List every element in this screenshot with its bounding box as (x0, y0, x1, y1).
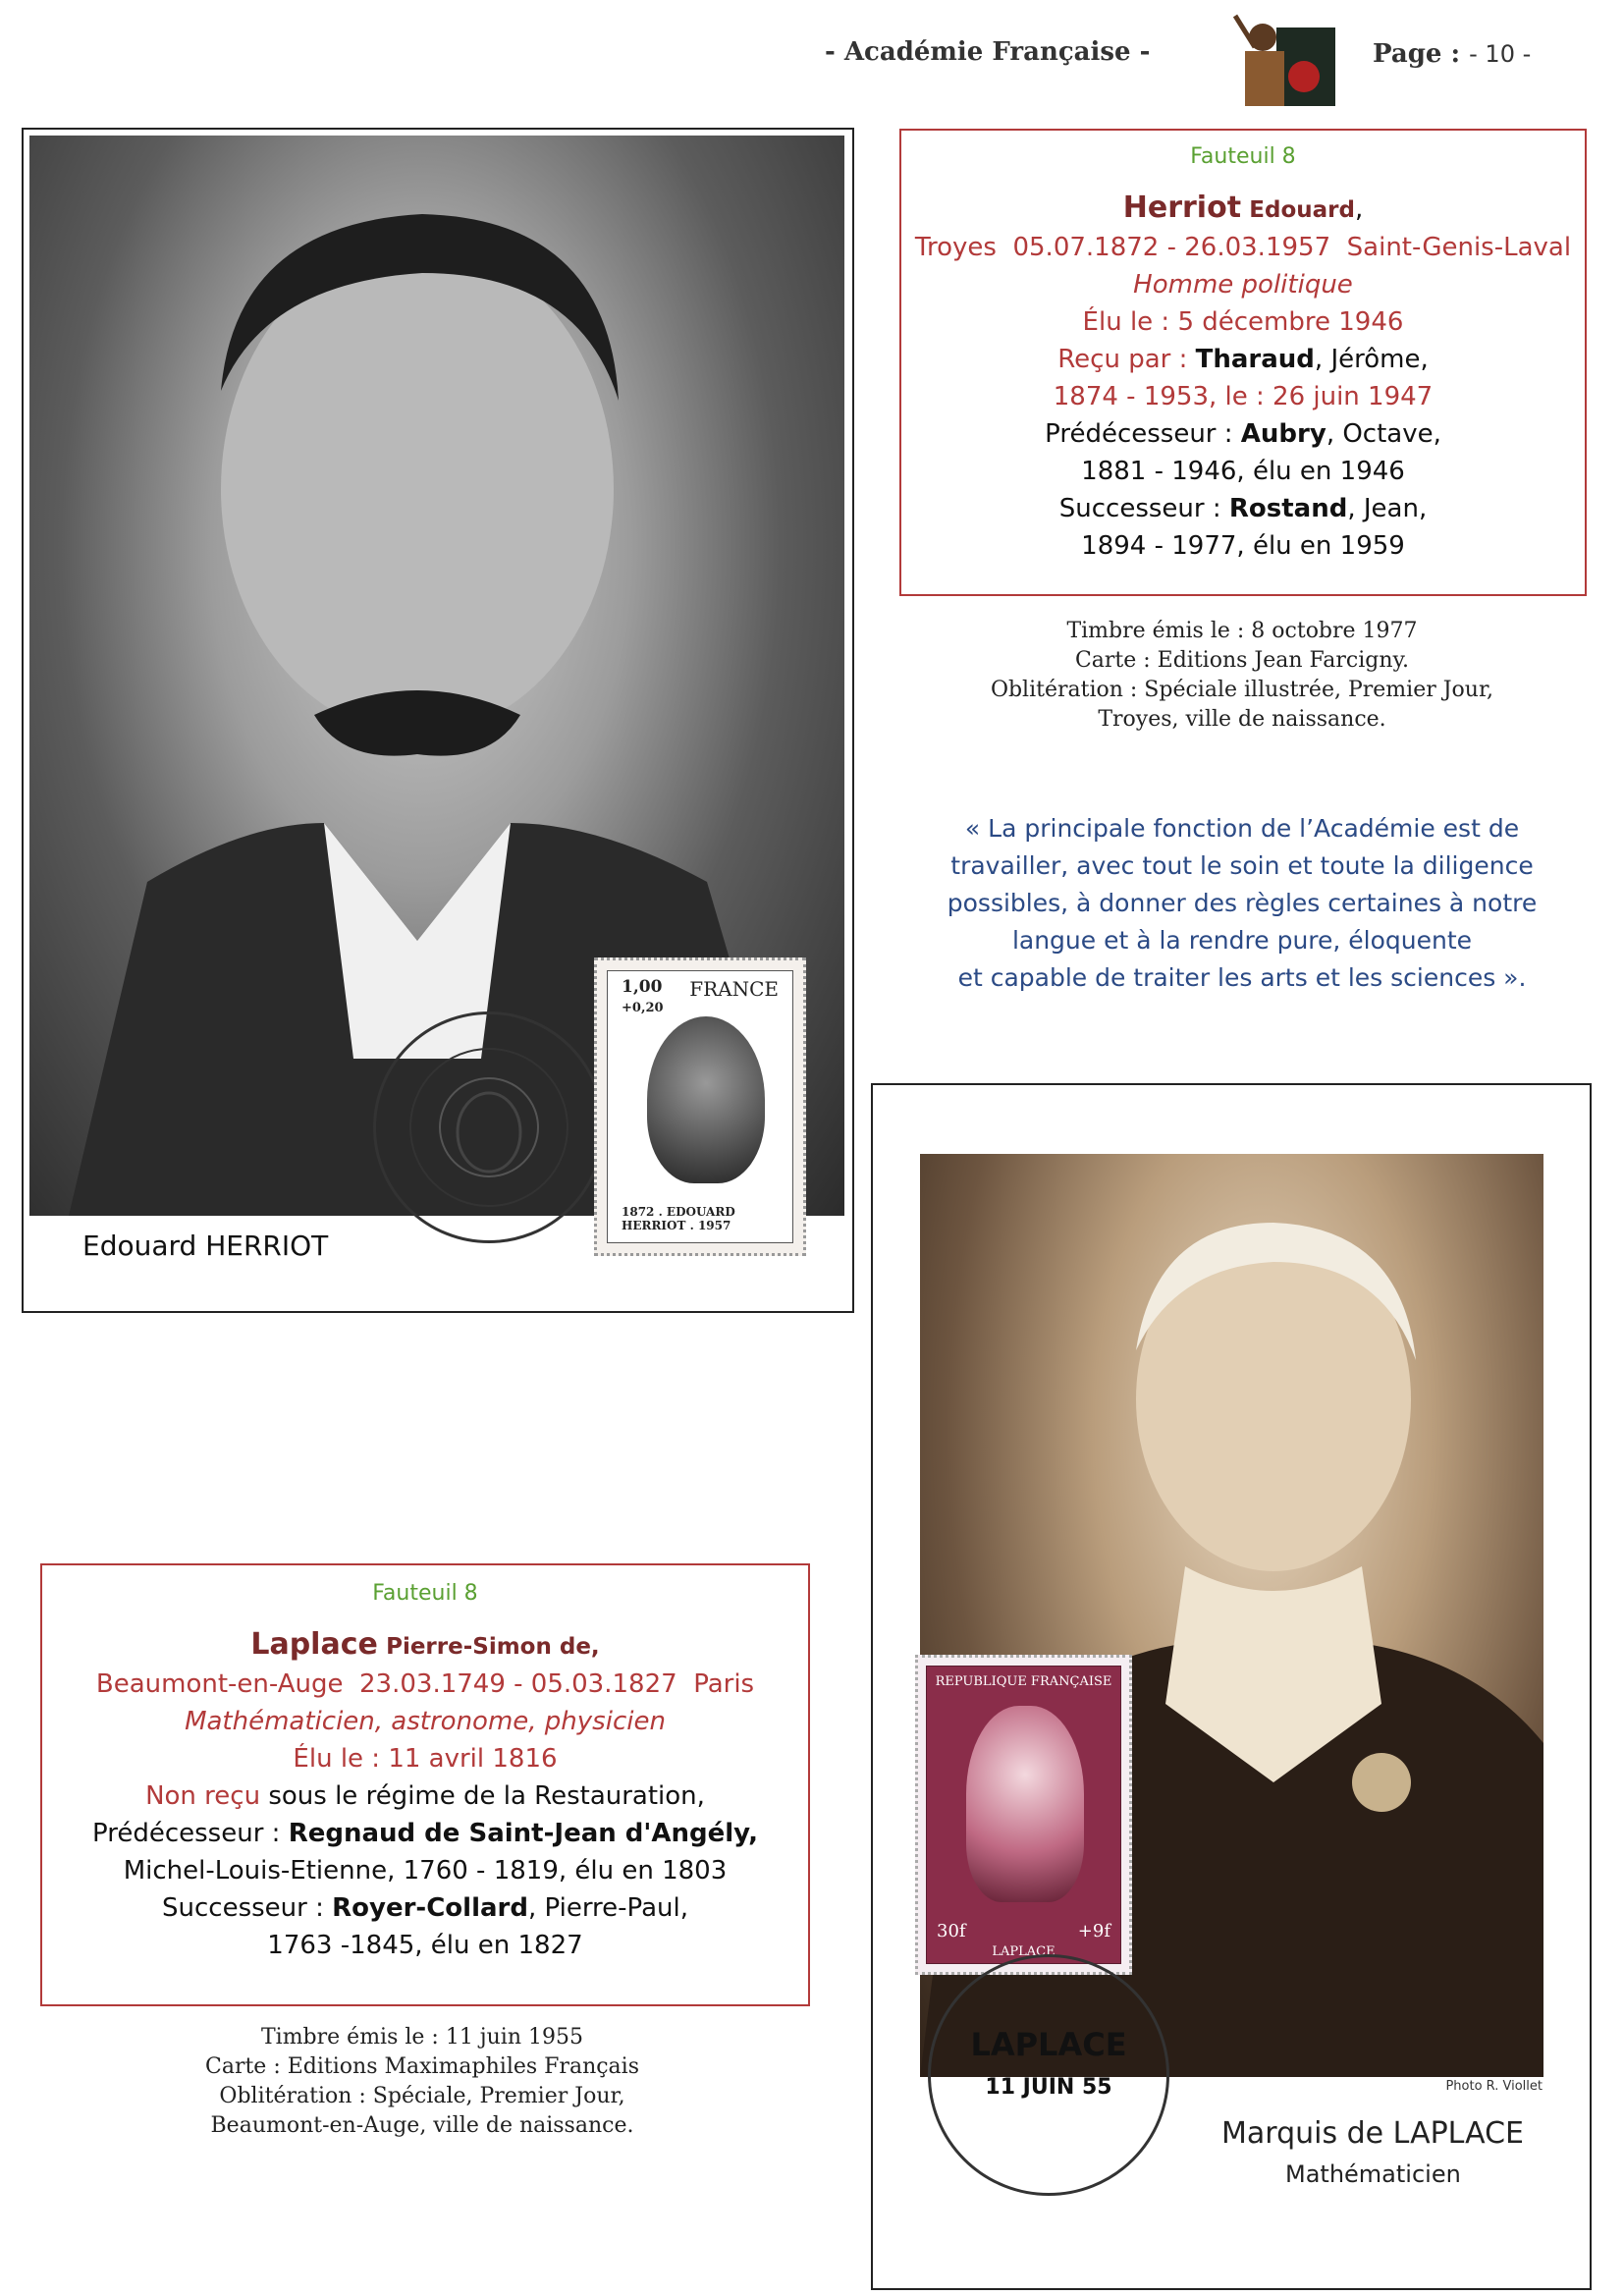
page-header-title: - Académie Française - (825, 37, 1151, 67)
stamp-legend: 1872 . EDOUARD HERRIOT . 1957 (622, 1205, 735, 1232)
laplace-card-caption: Marquis de LAPLACE (1221, 2116, 1524, 2151)
herriot-successor-dates: 1894 - 1977, élu en 1959 (1081, 531, 1405, 561)
laplace-elected: Élu le : 11 avril 1816 (293, 1744, 558, 1774)
stamp-name: LAPLACE (992, 1944, 1056, 1959)
herriot-seat: Fauteuil 8 (1190, 144, 1296, 169)
herriot-birth-death: Troyes 05.07.1872 - 26.03.1957 Saint-Genis-Laval (914, 233, 1572, 262)
laplace-stamp (915, 1655, 1132, 1975)
laplace-not-received: Non reçu sous le régime de la Restauration, (145, 1781, 705, 1811)
stamp-portrait (647, 1016, 765, 1183)
postmark-name: LAPLACE (970, 2026, 1127, 2063)
herriot-stamp-note: Timbre émis le : 8 octobre 1977 Carte : Editions Jean Farcigny. Oblitération : Spéciale illustrée, Premier Jour, Troyes, ville de naissance. (990, 619, 1494, 732)
herriot-role: Homme politique (1133, 270, 1353, 300)
herriot-predecessor: Prédécesseur : Aubry, Octave, (1045, 419, 1441, 449)
academy-logo-icon (1216, 8, 1343, 116)
laplace-successor-dates: 1763 -1845, élu en 1827 (267, 1931, 583, 1960)
postmark-date: 11 JUIN 55 (985, 2075, 1112, 2100)
laplace-predecessor-dates: Michel-Louis-Etienne, 1760 - 1819, élu en 1803 (123, 1856, 728, 1886)
stamp-portrait (966, 1706, 1084, 1902)
stamp-value: 1,00 +0,20 (622, 977, 664, 1015)
herriot-card-caption: Edouard HERRIOT (82, 1230, 329, 1262)
herriot-elected: Élu le : 5 décembre 1946 (1082, 307, 1404, 337)
page-number: Page : - 10 - (1373, 39, 1532, 69)
stamp-surtax: +9f (1077, 1921, 1110, 1941)
laplace-photo-credit: Photo R. Viollet (1445, 2079, 1543, 2094)
laplace-predecessor: Prédécesseur : Regnaud de Saint-Jean d'Angély, (92, 1819, 758, 1848)
laplace-seat: Fauteuil 8 (372, 1581, 478, 1606)
laplace-stamp-note: Timbre émis le : 11 juin 1955 Carte : Editions Maximaphiles Français Oblitération : Spéciale, Premier Jour, Beaumont-en-Auge, ville de naissance. (205, 2025, 639, 2138)
stamp-value: 30f (937, 1921, 966, 1941)
stamp-country: FRANCE (689, 977, 779, 1001)
herriot-info-box (899, 129, 1587, 596)
laplace-name: Laplace Pierre-Simon de, (250, 1627, 600, 1662)
herriot-name: Herriot Edouard, (1122, 191, 1364, 225)
laplace-card-subcaption: Mathématicien (1285, 2160, 1461, 2188)
herriot-successor: Successeur : Rostand, Jean, (1058, 494, 1428, 523)
laplace-first-day-postmark (928, 1954, 1169, 2196)
herriot-stamp (594, 957, 806, 1256)
herriot-received-by: Reçu par : Tharaud, Jérôme, (1057, 345, 1429, 374)
laplace-info-box (40, 1563, 810, 2006)
herriot-first-day-postmark (373, 1011, 605, 1243)
laplace-birth-death: Beaumont-en-Auge 23.03.1749 - 05.03.1827 Paris (95, 1669, 755, 1699)
laplace-role: Mathématicien, astronome, physicien (185, 1707, 666, 1736)
postmark-ring-icon (376, 1014, 602, 1240)
academy-quote: « La principale fonction de l’Académie est de travailler, avec tout le soin et toute la diligence possibles, à donner des règles certaines à notre langue et à la rendre pure, éloquente et capable de traiter les arts et les sciences ». (947, 814, 1538, 992)
laplace-successor: Successeur : Royer-Collard, Pierre-Paul, (162, 1893, 688, 1923)
herriot-received-date: 1874 - 1953, le : 26 juin 1947 (1053, 382, 1434, 411)
herriot-predecessor-dates: 1881 - 1946, élu en 1946 (1081, 457, 1405, 486)
stamp-header: REPUBLIQUE FRANÇAISE (935, 1674, 1112, 1689)
